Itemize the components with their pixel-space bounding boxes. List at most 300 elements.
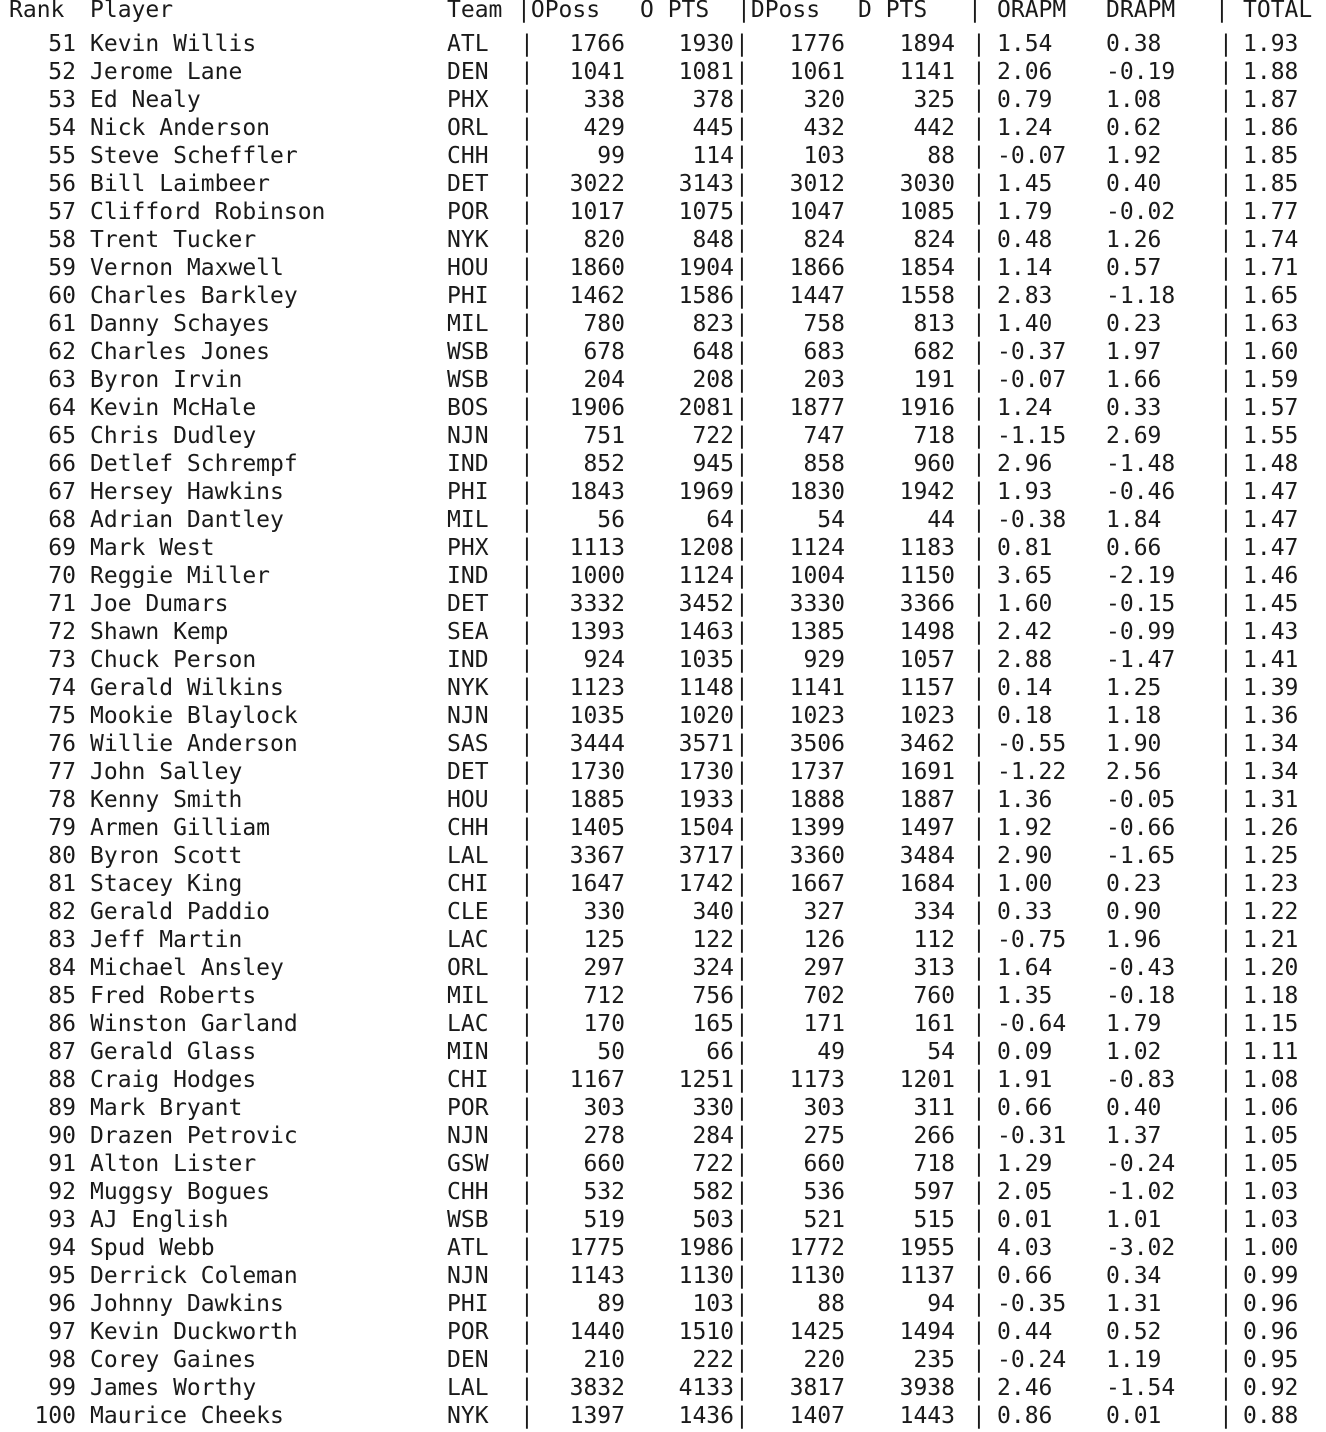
column-separator: | xyxy=(735,283,749,309)
player-name-cell: Charles Barkley xyxy=(90,283,298,309)
orapm-cell: 0.66 xyxy=(997,1095,1053,1121)
rank-cell: 60 xyxy=(48,283,76,309)
oposs-cell: 1860 xyxy=(569,255,625,281)
column-separator: | xyxy=(735,479,749,505)
team-cell: ATL xyxy=(447,31,489,57)
column-separator: | xyxy=(520,1291,534,1317)
oposs-cell: 3332 xyxy=(569,591,625,617)
dposs-cell: 1772 xyxy=(789,1235,845,1261)
column-separator: | xyxy=(1219,787,1233,813)
dposs-cell: 220 xyxy=(803,1347,845,1373)
player-name-cell: James Worthy xyxy=(90,1375,257,1401)
column-separator: | xyxy=(972,311,986,337)
drapm-cell: 1.84 xyxy=(1106,507,1162,533)
dpts-cell: 1498 xyxy=(899,619,955,645)
dpts-cell: 1684 xyxy=(899,871,955,897)
column-separator: | xyxy=(1219,591,1233,617)
rank-cell: 67 xyxy=(48,479,76,505)
column-separator: | xyxy=(735,759,749,785)
dpts-cell: 3484 xyxy=(899,843,955,869)
oposs-cell: 303 xyxy=(583,1095,625,1121)
column-separator: | xyxy=(1219,815,1233,841)
player-name-cell: Clifford Robinson xyxy=(90,199,326,225)
player-name-cell: Adrian Dantley xyxy=(90,507,284,533)
orapm-cell: 1.54 xyxy=(997,31,1053,57)
rank-cell: 90 xyxy=(48,1123,76,1149)
team-cell: IND xyxy=(447,647,489,673)
drapm-cell: 1.37 xyxy=(1106,1123,1162,1149)
column-separator: | xyxy=(735,451,749,477)
column-separator: | xyxy=(1219,731,1233,757)
dposs-cell: 1124 xyxy=(789,535,845,561)
column-separator: | xyxy=(972,843,986,869)
total-cell: 1.25 xyxy=(1243,843,1299,869)
dpts-cell: 3462 xyxy=(899,731,955,757)
table-row xyxy=(0,338,1326,366)
total-cell: 1.36 xyxy=(1243,703,1299,729)
opts-cell: 114 xyxy=(692,143,734,169)
opts-cell: 1208 xyxy=(678,535,734,561)
column-separator: | xyxy=(520,59,534,85)
player-name-cell: Jerome Lane xyxy=(90,59,243,85)
oposs-cell: 3367 xyxy=(569,843,625,869)
column-separator: | xyxy=(735,1123,749,1149)
table-row xyxy=(0,982,1326,1010)
rank-cell: 55 xyxy=(48,143,76,169)
drapm-cell: 1.92 xyxy=(1106,143,1162,169)
oposs-cell: 1393 xyxy=(569,619,625,645)
drapm-cell: -0.24 xyxy=(1106,1151,1176,1177)
total-cell: 1.71 xyxy=(1243,255,1299,281)
oposs-cell: 3832 xyxy=(569,1375,625,1401)
oposs-cell: 278 xyxy=(583,1123,625,1149)
opts-cell: 722 xyxy=(692,1151,734,1177)
drapm-cell: -1.02 xyxy=(1106,1179,1176,1205)
column-separator: | xyxy=(1219,171,1233,197)
column-separator: | xyxy=(1219,1403,1233,1429)
orapm-cell: 0.66 xyxy=(997,1263,1053,1289)
oposs-cell: 1123 xyxy=(569,675,625,701)
orapm-cell: 0.44 xyxy=(997,1319,1053,1345)
column-separator: | xyxy=(1219,1263,1233,1289)
rank-cell: 100 xyxy=(34,1403,76,1429)
column-separator: | xyxy=(735,1235,749,1261)
column-separator: | xyxy=(1219,1375,1233,1401)
header-team: Team xyxy=(447,0,503,23)
column-separator: | xyxy=(735,143,749,169)
orapm-cell: 1.91 xyxy=(997,1067,1053,1093)
oposs-cell: 338 xyxy=(583,87,625,113)
dposs-cell: 1141 xyxy=(789,675,845,701)
header-dposs: |DPoss xyxy=(737,0,821,23)
dpts-cell: 1894 xyxy=(899,31,955,57)
rank-cell: 62 xyxy=(48,339,76,365)
rank-cell: 64 xyxy=(48,395,76,421)
table-row xyxy=(0,590,1326,618)
column-separator: | xyxy=(1219,871,1233,897)
drapm-cell: 0.62 xyxy=(1106,115,1162,141)
dpts-cell: 1443 xyxy=(899,1403,955,1429)
total-cell: 1.45 xyxy=(1243,591,1299,617)
column-separator: | xyxy=(972,227,986,253)
orapm-cell: -1.22 xyxy=(997,759,1067,785)
column-separator: | xyxy=(735,1403,749,1429)
column-separator: | xyxy=(1219,367,1233,393)
opts-cell: 945 xyxy=(692,451,734,477)
rank-cell: 71 xyxy=(48,591,76,617)
oposs-cell: 712 xyxy=(583,983,625,1009)
team-cell: ORL xyxy=(447,955,489,981)
column-separator: | xyxy=(735,339,749,365)
oposs-cell: 1775 xyxy=(569,1235,625,1261)
table-row xyxy=(0,758,1326,786)
column-separator: | xyxy=(1219,619,1233,645)
column-separator: | xyxy=(972,563,986,589)
oposs-cell: 1113 xyxy=(569,535,625,561)
column-separator: | xyxy=(520,227,534,253)
dpts-cell: 1023 xyxy=(899,703,955,729)
column-separator: | xyxy=(972,451,986,477)
dposs-cell: 1888 xyxy=(789,787,845,813)
oposs-cell: 1405 xyxy=(569,815,625,841)
oposs-cell: 56 xyxy=(597,507,625,533)
rank-cell: 66 xyxy=(48,451,76,477)
column-separator: | xyxy=(735,1011,749,1037)
dpts-cell: 88 xyxy=(927,143,955,169)
player-name-cell: Bill Laimbeer xyxy=(90,171,271,197)
column-separator: | xyxy=(520,983,534,1009)
column-separator: | xyxy=(1219,1179,1233,1205)
column-separator: | xyxy=(972,395,986,421)
header-orapm: ORAPM xyxy=(997,0,1067,23)
dpts-cell: 1887 xyxy=(899,787,955,813)
team-cell: PHX xyxy=(447,87,489,113)
column-separator: | xyxy=(735,367,749,393)
column-separator: | xyxy=(972,871,986,897)
column-separator: | xyxy=(972,367,986,393)
opts-cell: 66 xyxy=(706,1039,734,1065)
team-cell: NYK xyxy=(447,227,489,253)
opts-cell: 1986 xyxy=(678,1235,734,1261)
drapm-cell: -0.05 xyxy=(1106,787,1176,813)
column-separator: | xyxy=(735,731,749,757)
column-separator: | xyxy=(1219,255,1233,281)
rank-cell: 89 xyxy=(48,1095,76,1121)
oposs-cell: 1647 xyxy=(569,871,625,897)
total-cell: 1.03 xyxy=(1243,1179,1299,1205)
drapm-cell: 1.02 xyxy=(1106,1039,1162,1065)
orapm-cell: 1.14 xyxy=(997,255,1053,281)
opts-cell: 3143 xyxy=(678,171,734,197)
column-separator: | xyxy=(1219,507,1233,533)
column-separator: | xyxy=(972,507,986,533)
column-separator: | xyxy=(735,311,749,337)
dpts-cell: 1201 xyxy=(899,1067,955,1093)
player-name-cell: Corey Gaines xyxy=(90,1347,257,1373)
player-name-cell: AJ English xyxy=(90,1207,229,1233)
orapm-cell: 4.03 xyxy=(997,1235,1053,1261)
total-cell: 1.08 xyxy=(1243,1067,1299,1093)
rank-cell: 78 xyxy=(48,787,76,813)
column-separator: | xyxy=(735,507,749,533)
dposs-cell: 1447 xyxy=(789,283,845,309)
dposs-cell: 536 xyxy=(803,1179,845,1205)
orapm-cell: 2.46 xyxy=(997,1375,1053,1401)
column-separator: | xyxy=(735,59,749,85)
opts-cell: 1075 xyxy=(678,199,734,225)
column-separator: | xyxy=(520,731,534,757)
orapm-cell: 0.81 xyxy=(997,535,1053,561)
dpts-cell: 824 xyxy=(913,227,955,253)
dposs-cell: 1004 xyxy=(789,563,845,589)
dposs-cell: 275 xyxy=(803,1123,845,1149)
orapm-cell: 0.14 xyxy=(997,675,1053,701)
dpts-cell: 1141 xyxy=(899,59,955,85)
opts-cell: 3717 xyxy=(678,843,734,869)
table-row xyxy=(0,1374,1326,1402)
column-separator: | xyxy=(735,115,749,141)
rank-cell: 84 xyxy=(48,955,76,981)
player-name-cell: Ed Nealy xyxy=(90,87,201,113)
column-separator: | xyxy=(735,1067,749,1093)
dposs-cell: 327 xyxy=(803,899,845,925)
total-cell: 1.39 xyxy=(1243,675,1299,701)
column-separator: | xyxy=(1219,843,1233,869)
rank-cell: 94 xyxy=(48,1235,76,1261)
table-row xyxy=(0,282,1326,310)
opts-cell: 1124 xyxy=(678,563,734,589)
dpts-cell: 235 xyxy=(913,1347,955,1373)
column-separator: | xyxy=(972,759,986,785)
team-cell: PHI xyxy=(447,1291,489,1317)
dposs-cell: 1047 xyxy=(789,199,845,225)
dposs-cell: 297 xyxy=(803,955,845,981)
team-cell: CHI xyxy=(447,1067,489,1093)
column-separator: | xyxy=(520,899,534,925)
drapm-cell: -0.15 xyxy=(1106,591,1176,617)
table-row xyxy=(0,506,1326,534)
dposs-cell: 1425 xyxy=(789,1319,845,1345)
column-separator: | xyxy=(735,983,749,1009)
oposs-cell: 429 xyxy=(583,115,625,141)
opts-cell: 284 xyxy=(692,1123,734,1149)
column-separator: | xyxy=(520,31,534,57)
opts-cell: 823 xyxy=(692,311,734,337)
table-row xyxy=(0,842,1326,870)
oposs-cell: 3022 xyxy=(569,171,625,197)
column-separator: | xyxy=(972,1095,986,1121)
drapm-cell: 1.19 xyxy=(1106,1347,1162,1373)
total-cell: 1.00 xyxy=(1243,1235,1299,1261)
column-separator: | xyxy=(972,815,986,841)
player-name-cell: Kevin McHale xyxy=(90,395,257,421)
opts-cell: 324 xyxy=(692,955,734,981)
column-separator: | xyxy=(735,619,749,645)
column-separator: | xyxy=(735,563,749,589)
header-rank: Rank xyxy=(9,0,65,23)
dposs-cell: 1407 xyxy=(789,1403,845,1429)
oposs-cell: 519 xyxy=(583,1207,625,1233)
opts-cell: 756 xyxy=(692,983,734,1009)
column-separator: | xyxy=(1219,899,1233,925)
dposs-cell: 320 xyxy=(803,87,845,113)
rank-cell: 70 xyxy=(48,563,76,589)
player-name-cell: Kevin Duckworth xyxy=(90,1319,298,1345)
column-separator: | xyxy=(520,1347,534,1373)
team-cell: NYK xyxy=(447,1403,489,1429)
drapm-cell: 2.56 xyxy=(1106,759,1162,785)
total-cell: 1.05 xyxy=(1243,1151,1299,1177)
team-cell: CHH xyxy=(447,143,489,169)
dposs-cell: 1737 xyxy=(789,759,845,785)
oposs-cell: 820 xyxy=(583,227,625,253)
column-separator: | xyxy=(1219,563,1233,589)
team-cell: LAC xyxy=(447,1011,489,1037)
team-cell: HOU xyxy=(447,255,489,281)
dpts-cell: 442 xyxy=(913,115,955,141)
dpts-cell: 1691 xyxy=(899,759,955,785)
drapm-cell: 1.18 xyxy=(1106,703,1162,729)
player-name-cell: Hersey Hawkins xyxy=(90,479,284,505)
dpts-cell: 266 xyxy=(913,1123,955,1149)
header-opts: O PTS xyxy=(640,0,710,23)
table-row xyxy=(0,254,1326,282)
team-cell: DET xyxy=(447,591,489,617)
column-separator: | xyxy=(972,87,986,113)
table-row xyxy=(0,1262,1326,1290)
column-separator: | xyxy=(520,1375,534,1401)
dpts-cell: 1916 xyxy=(899,395,955,421)
drapm-cell: 1.66 xyxy=(1106,367,1162,393)
column-separator: | xyxy=(520,507,534,533)
total-cell: 1.11 xyxy=(1243,1039,1299,1065)
column-separator: | xyxy=(1219,535,1233,561)
player-name-cell: Willie Anderson xyxy=(90,731,298,757)
column-separator: | xyxy=(972,983,986,1009)
dpts-cell: 1057 xyxy=(899,647,955,673)
drapm-cell: 1.79 xyxy=(1106,1011,1162,1037)
rank-cell: 86 xyxy=(48,1011,76,1037)
oposs-cell: 170 xyxy=(583,1011,625,1037)
rank-cell: 51 xyxy=(48,31,76,57)
dpts-cell: 3366 xyxy=(899,591,955,617)
total-cell: 1.47 xyxy=(1243,535,1299,561)
table-row xyxy=(0,422,1326,450)
table-row xyxy=(0,1346,1326,1374)
drapm-cell: 1.25 xyxy=(1106,675,1162,701)
column-separator: | xyxy=(735,1347,749,1373)
player-name-cell: Gerald Paddio xyxy=(90,899,271,925)
table-row xyxy=(0,142,1326,170)
total-cell: 1.59 xyxy=(1243,367,1299,393)
column-separator: | xyxy=(735,927,749,953)
column-separator: | xyxy=(972,59,986,85)
player-name-cell: Craig Hodges xyxy=(90,1067,257,1093)
dpts-cell: 191 xyxy=(913,367,955,393)
orapm-cell: 0.18 xyxy=(997,703,1053,729)
column-separator: | xyxy=(972,591,986,617)
total-cell: 1.60 xyxy=(1243,339,1299,365)
drapm-cell: -0.18 xyxy=(1106,983,1176,1009)
total-cell: 0.96 xyxy=(1243,1291,1299,1317)
column-separator: | xyxy=(972,31,986,57)
oposs-cell: 210 xyxy=(583,1347,625,1373)
drapm-cell: -0.66 xyxy=(1106,815,1176,841)
column-separator: | xyxy=(735,675,749,701)
rank-cell: 85 xyxy=(48,983,76,1009)
orapm-cell: 1.92 xyxy=(997,815,1053,841)
header-total: TOTAL xyxy=(1243,0,1313,23)
team-cell: WSB xyxy=(447,367,489,393)
dposs-cell: 3360 xyxy=(789,843,845,869)
drapm-cell: 0.38 xyxy=(1106,31,1162,57)
dpts-cell: 1150 xyxy=(899,563,955,589)
orapm-cell: 0.33 xyxy=(997,899,1053,925)
rank-cell: 99 xyxy=(48,1375,76,1401)
drapm-cell: -1.54 xyxy=(1106,1375,1176,1401)
team-cell: MIL xyxy=(447,311,489,337)
table-row xyxy=(0,30,1326,58)
column-separator: | xyxy=(735,843,749,869)
team-cell: SEA xyxy=(447,619,489,645)
column-separator: | xyxy=(972,1403,986,1429)
total-cell: 0.95 xyxy=(1243,1347,1299,1373)
table-row xyxy=(0,450,1326,478)
player-name-cell: Vernon Maxwell xyxy=(90,255,284,281)
column-separator: | xyxy=(520,1151,534,1177)
table-row xyxy=(0,1150,1326,1178)
total-cell: 0.99 xyxy=(1243,1263,1299,1289)
opts-cell: 648 xyxy=(692,339,734,365)
column-separator: | xyxy=(1219,927,1233,953)
column-separator: | xyxy=(1219,451,1233,477)
column-separator: | xyxy=(735,171,749,197)
player-name-cell: Danny Schayes xyxy=(90,311,271,337)
column-separator: | xyxy=(520,1011,534,1037)
column-separator: | xyxy=(735,227,749,253)
column-separator: | xyxy=(520,815,534,841)
column-separator: | xyxy=(735,1039,749,1065)
dpts-cell: 1494 xyxy=(899,1319,955,1345)
orapm-cell: -1.15 xyxy=(997,423,1067,449)
team-cell: NYK xyxy=(447,675,489,701)
drapm-cell: -0.19 xyxy=(1106,59,1176,85)
drapm-cell: -0.43 xyxy=(1106,955,1176,981)
column-separator: | xyxy=(972,1291,986,1317)
total-cell: 1.46 xyxy=(1243,563,1299,589)
column-separator: | xyxy=(520,171,534,197)
total-cell: 1.93 xyxy=(1243,31,1299,57)
oposs-cell: 3444 xyxy=(569,731,625,757)
player-name-cell: Kenny Smith xyxy=(90,787,243,813)
drapm-cell: 0.23 xyxy=(1106,871,1162,897)
opts-cell: 1463 xyxy=(678,619,734,645)
drapm-cell: -2.19 xyxy=(1106,563,1176,589)
player-name-cell: Charles Jones xyxy=(90,339,271,365)
rank-cell: 58 xyxy=(48,227,76,253)
total-cell: 1.15 xyxy=(1243,1011,1299,1037)
oposs-cell: 1906 xyxy=(569,395,625,421)
drapm-cell: 1.08 xyxy=(1106,87,1162,113)
column-separator: | xyxy=(735,199,749,225)
dposs-cell: 432 xyxy=(803,115,845,141)
player-name-cell: Alton Lister xyxy=(90,1151,257,1177)
player-name-cell: Drazen Petrovic xyxy=(90,1123,298,1149)
column-separator: | xyxy=(1219,479,1233,505)
table-row xyxy=(0,86,1326,114)
column-separator: | xyxy=(735,703,749,729)
table-row xyxy=(0,1122,1326,1150)
